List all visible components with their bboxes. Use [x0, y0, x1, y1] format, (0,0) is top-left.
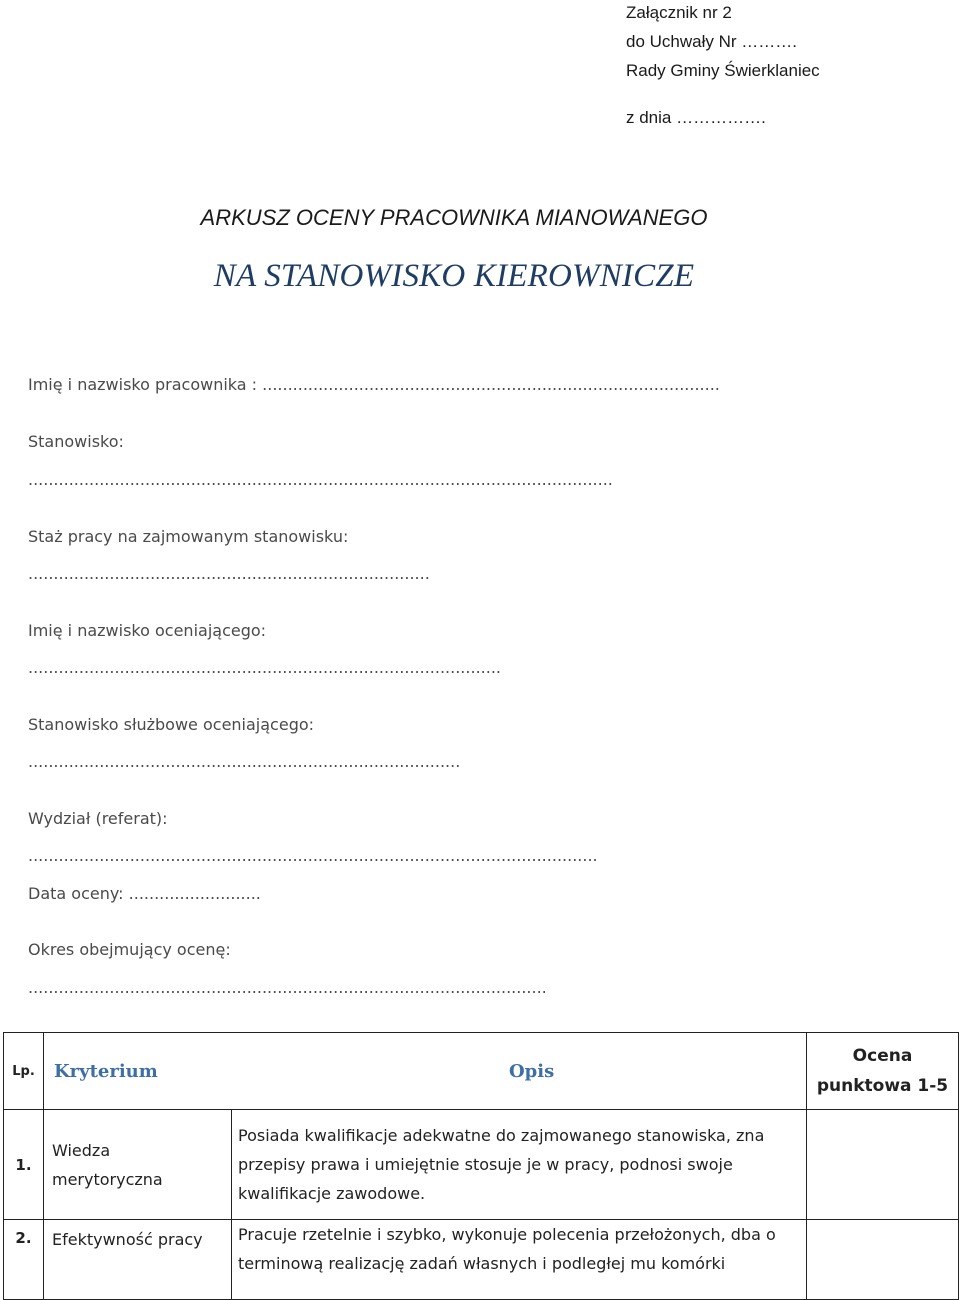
annex-date: z dnia …………….: [626, 108, 766, 127]
tenure-label: Staż pracy na zajmowanym stanowisku:: [28, 527, 349, 546]
row-number: 1.: [4, 1110, 44, 1220]
header-criterion-description: [44, 1033, 807, 1110]
row-description: Pracuje rzetelnie i szybko, wykonuje polecenia przełożonych, dba o terminową realizację zadań własnych i podległej mu komórki: [232, 1220, 807, 1300]
header-lp: Lp.: [4, 1033, 44, 1110]
row-criterion-line1: Efektywność pracy: [52, 1230, 203, 1249]
row-description: Posiada kwalifikacje adekwatne do zajmowanego stanowiska, zna przepisy prawa i umiejętnie stosuje je w pracy, podnosi swoje kwalifikacje zawodowe.: [232, 1110, 807, 1220]
department-field[interactable]: ................................................................................................................: [28, 846, 598, 865]
period-label: Okres obejmujący ocenę:: [28, 940, 231, 959]
annex-council: Rady Gminy Świerklaniec: [626, 61, 820, 80]
evaluator-position-field[interactable]: .....................................................................................: [28, 752, 461, 771]
criteria-table: [3, 1032, 959, 1300]
evaluator-position-label: Stanowisko służbowe oceniającego:: [28, 715, 315, 734]
row-number: 2.: [4, 1220, 44, 1300]
evaluation-date-field[interactable]: Data oceny: ..........................: [28, 884, 261, 903]
annex-header: [626, 0, 820, 134]
table-row: [4, 1220, 959, 1300]
header-rating-line2: punktowa 1-5: [816, 1076, 949, 1096]
period-field[interactable]: ......................................................................................................: [28, 978, 547, 997]
form-title: ARKUSZ OCENY PRACOWNIKA MIANOWANEGO: [200, 205, 708, 230]
position-label: Stanowisko:: [28, 432, 124, 451]
row-rating-cell[interactable]: [807, 1110, 959, 1220]
row-criterion-line2: merytoryczna: [52, 1169, 163, 1189]
department-label: Wydział (referat):: [28, 809, 168, 828]
evaluator-name-label: Imię i nazwisko oceniającego:: [28, 621, 267, 640]
table-row: [4, 1110, 959, 1220]
form-subtitle: NA STANOWISKO KIEROWNICZE: [213, 258, 695, 294]
employee-name-field[interactable]: Imię i nazwisko pracownika : ..........................................................................................: [28, 375, 720, 394]
annex-number: Załącznik nr 2: [626, 3, 732, 22]
row-criterion-line1: Wiedza: [52, 1140, 111, 1160]
row-criterion: [44, 1110, 232, 1220]
evaluator-name-field[interactable]: .............................................................................................: [28, 658, 501, 677]
row-rating-cell[interactable]: [807, 1220, 959, 1300]
table-header-row: [4, 1033, 959, 1110]
annex-resolution: do Uchwały Nr ……….: [626, 32, 797, 51]
header-criterion: Kryterium: [54, 1061, 158, 1082]
header-rating-line1: Ocena: [852, 1046, 913, 1066]
position-field[interactable]: ...................................................................................................................: [28, 470, 613, 489]
tenure-field[interactable]: ...............................................................................: [28, 564, 430, 583]
row-criterion: [44, 1220, 232, 1300]
header-rating: [807, 1033, 959, 1110]
header-description: Opis: [509, 1061, 555, 1082]
